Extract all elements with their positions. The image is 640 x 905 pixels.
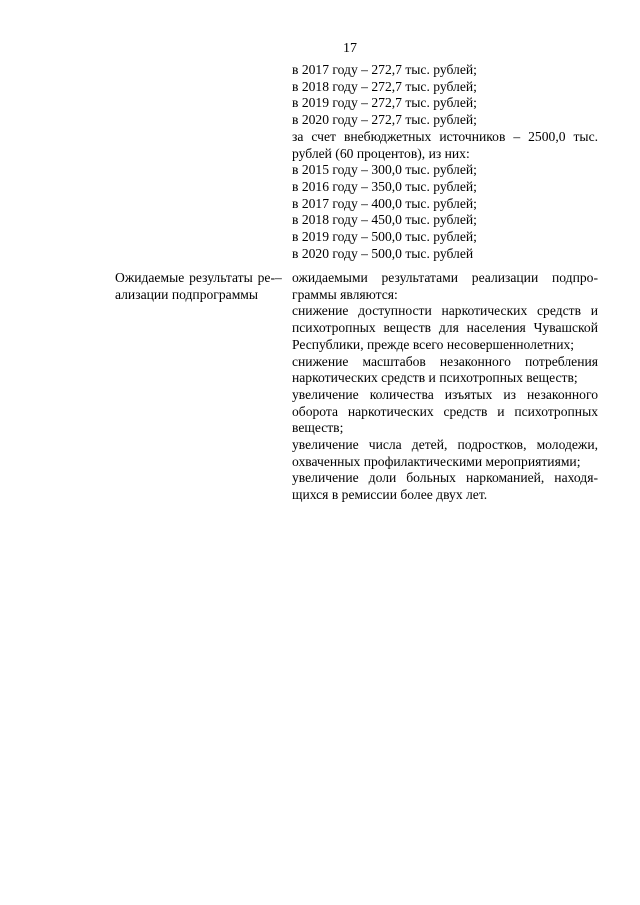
results-body xyxy=(292,270,598,504)
offbudget-intro-line-1: за счет внебюджетных источников – 2500,0 тыс. xyxy=(292,128,598,144)
budget-line-2017: в 2017 году – 272,7 тыс. рублей; xyxy=(292,62,477,77)
results-line: увеличение количества изъятых из незаконного xyxy=(292,386,598,402)
results-line: щихся в ремиссии более двух лет. xyxy=(292,487,488,503)
results-line: снижение доступности наркотических средств и xyxy=(292,303,598,319)
offbudget-line-2019: в 2019 году – 500,0 тыс. рублей; xyxy=(292,229,477,245)
offbudget-line-2017: в 2017 году – 400,0 тыс. рублей; xyxy=(292,195,477,211)
page-number: 17 xyxy=(343,41,357,56)
results-line: увеличение числа детей, подростков, молодежи, xyxy=(292,437,598,453)
results-line: граммы являются: xyxy=(292,286,398,302)
results-line: увеличение доли больных наркоманией, находя- xyxy=(292,470,598,486)
results-label-line-1: Ожидаемые результаты ре- xyxy=(115,270,275,285)
results-line: психотропных веществ для населения Чувашской xyxy=(292,320,598,336)
offbudget-intro-line-2: рублей (60 процентов), из них: xyxy=(292,145,470,161)
offbudget-line-2015: в 2015 году – 300,0 тыс. рублей; xyxy=(292,162,477,178)
offbudget-line-2020: в 2020 году – 500,0 тыс. рублей xyxy=(292,245,474,261)
results-label-line-2: ализации подпрограммы xyxy=(115,286,259,302)
funding-section xyxy=(292,62,598,262)
results-line: оборота наркотических средств и психотропных xyxy=(292,403,598,419)
results-line: наркотических средств и психотропных веществ; xyxy=(292,370,578,386)
results-line: ожидаемыми результатами реализации подпро- xyxy=(292,270,598,285)
results-line: охваченных профилактическими мероприятиями; xyxy=(292,453,581,469)
budget-line-2019: в 2019 году – 272,7 тыс. рублей; xyxy=(292,95,477,111)
results-label xyxy=(115,270,275,303)
results-line: Республики, прежде всего несовершеннолетних; xyxy=(292,336,575,352)
offbudget-line-2018: в 2018 году – 450,0 тыс. рублей; xyxy=(292,212,477,228)
results-line: снижение масштабов незаконного потребления xyxy=(292,353,598,369)
budget-line-2018: в 2018 году – 272,7 тыс. рублей; xyxy=(292,78,477,94)
offbudget-line-2016: в 2016 году – 350,0 тыс. рублей; xyxy=(292,178,477,194)
results-dash: – xyxy=(275,270,282,285)
budget-line-2020: в 2020 году – 272,7 тыс. рублей; xyxy=(292,112,477,128)
results-line: веществ; xyxy=(292,420,344,436)
